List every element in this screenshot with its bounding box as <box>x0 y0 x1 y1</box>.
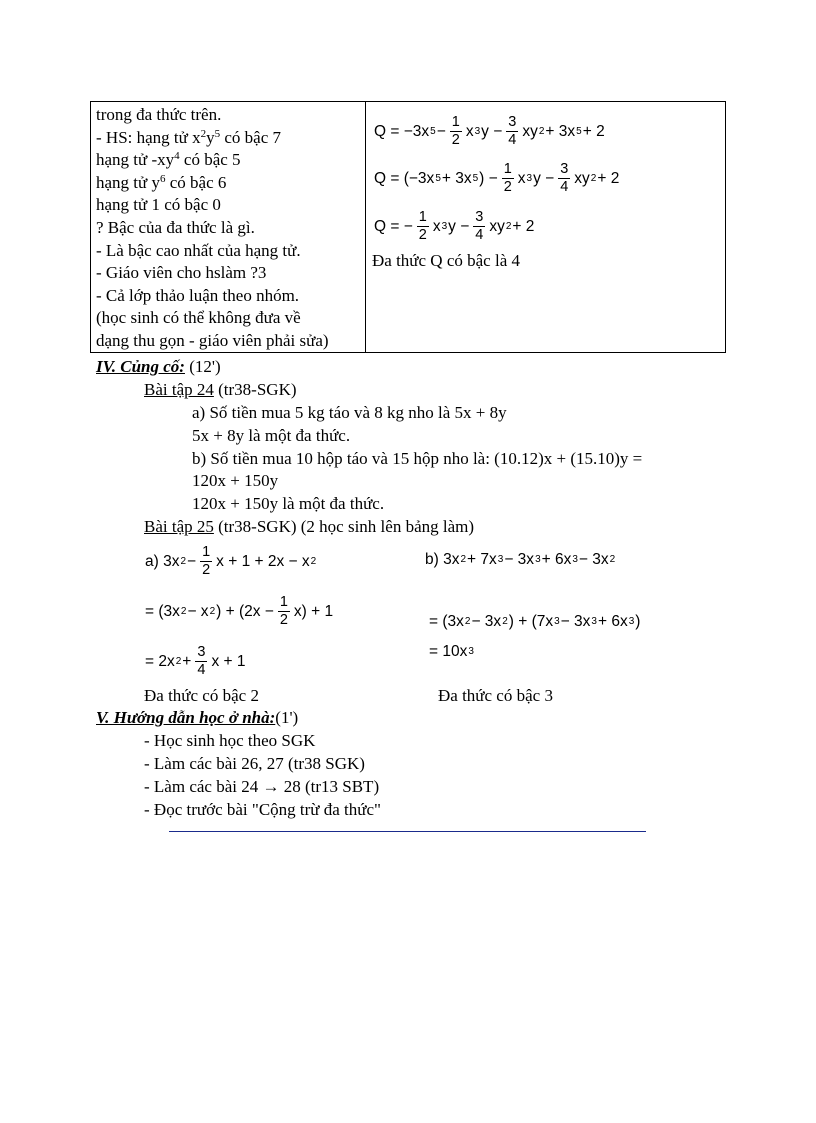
math-text: + 6x <box>597 613 628 630</box>
fraction-denominator: 4 <box>508 132 517 148</box>
activity-line <box>96 240 329 263</box>
activity-line <box>96 217 329 240</box>
math-text: ) <box>635 613 641 630</box>
math-text: ) + (2x − <box>216 602 274 620</box>
fraction <box>200 545 212 578</box>
math-text: xy <box>522 122 538 140</box>
fraction <box>417 210 429 243</box>
math-text: + 2 <box>512 217 535 235</box>
fraction-denominator: 4 <box>560 179 569 195</box>
fraction-denominator: 2 <box>202 562 211 578</box>
activity-line <box>96 194 329 217</box>
exponent: 2 <box>200 127 207 140</box>
math-text: − <box>436 122 446 140</box>
activity-text: - Cả lớp thảo luận theo nhóm. <box>96 285 300 305</box>
math-text: y − <box>533 169 555 187</box>
math-text: − 3x <box>578 551 609 568</box>
section-v-heading: V. Hướng dẫn học ở nhà: <box>96 708 276 727</box>
activity-text: - HS: hạng tử x <box>96 127 201 147</box>
exercise-25b-step-2: = (3x 2 − 3x 2 ) + (7x 3 − 3x 3 + 6x 3 ) <box>429 613 641 630</box>
math-text: − 3x <box>560 613 591 630</box>
math-text: − 3x <box>504 551 535 568</box>
math-text: − <box>187 552 197 570</box>
fraction-denominator: 4 <box>197 662 206 678</box>
exercise-25a-step-1: a) 3x 2 − $\frac{1}{2}$ x + 1 + 2x − x 2 <box>145 544 317 578</box>
math-text: = 10x <box>429 643 468 660</box>
activity-line <box>96 127 329 150</box>
math-text: = (3x <box>145 602 180 620</box>
math-text: x + 1 + 2x − x <box>216 552 310 570</box>
math-text: x <box>517 169 526 187</box>
section-iv-heading: IV. Củng cố: <box>96 357 185 376</box>
math-text: y − <box>481 122 503 140</box>
fraction <box>502 162 514 195</box>
exercise-24-line-3: b) Số tiền mua 10 hộp táo và 15 hộp nho là: (10.12)x + (15.10)y = <box>192 449 643 468</box>
fraction-denominator: 2 <box>451 132 460 148</box>
fraction-numerator: 1 <box>202 544 211 560</box>
activity-text: có bậc 7 <box>220 127 281 147</box>
fraction-numerator: 3 <box>197 644 206 660</box>
fraction-denominator: 2 <box>503 179 512 195</box>
exercise-25b-step-1: b) 3x 2 + 7x 3 − 3x 3 + 6x 3 − 3x 2 <box>425 551 616 568</box>
fraction-numerator: 1 <box>279 594 288 610</box>
math-text: xy <box>489 217 505 235</box>
fraction-numerator: 3 <box>560 161 569 177</box>
math-text: x) + 1 <box>293 602 334 620</box>
activity-text: có bậc 5 <box>179 150 241 170</box>
math-text: a) 3x <box>145 552 180 570</box>
activity-text: trong đa thức trên. <box>96 105 222 124</box>
math-text: − 3x <box>471 613 502 630</box>
fraction-numerator: 3 <box>475 209 484 225</box>
fraction-numerator: 1 <box>451 114 460 130</box>
math-text: x <box>432 217 441 235</box>
math-text: = (3x <box>429 613 464 630</box>
activity-line <box>96 285 329 308</box>
exponent: 5 <box>214 127 221 140</box>
math-text: x <box>465 122 474 140</box>
math-text: + 6x <box>541 551 572 568</box>
activity-text: hạng tử 1 có bậc 0 <box>96 195 221 215</box>
math-text: + <box>182 652 192 670</box>
exercise-24-ref: (tr38-SGK) <box>213 380 297 399</box>
math-text: Q = − <box>374 217 413 235</box>
exercise-25b-degree: Đa thức có bậc 3 <box>438 686 553 705</box>
fraction-denominator: 4 <box>475 227 484 243</box>
equation-q-grouped: Q = (−3x 5 + 3x 5 ) − $\frac{1}{2}$ x 3 y − $\frac{3}{4}$ xy 2 + 2 <box>374 161 620 195</box>
math-text: + 2 <box>582 122 605 140</box>
math-text: y − <box>448 217 470 235</box>
fraction <box>278 595 290 628</box>
exercise-24-title <box>144 380 297 400</box>
activity-text: (học sinh có thể không đưa về <box>96 308 301 328</box>
activity-text: - Là bậc cao nhất của hạng tử. <box>96 240 301 260</box>
equation-q-reduced: Q = − $\frac{1}{2}$ x 3 y − $\frac{3}{4}$ xy 2 + 2 <box>374 209 535 243</box>
fraction-denominator: 2 <box>279 612 288 628</box>
math-text: + 2 <box>597 169 620 187</box>
activity-text: - Giáo viên cho hslàm ?3 <box>96 263 267 283</box>
q-degree-conclusion: Đa thức Q có bậc là 4 <box>372 251 520 270</box>
homework-item-2: - Làm các bài 26, 27 (tr38 SGK) <box>144 754 365 773</box>
activity-text: dạng thu gọn - giáo viên phải sửa) <box>96 330 329 350</box>
exponent: 6 <box>159 172 166 185</box>
activity-line <box>96 172 329 195</box>
homework-item-4: - Đọc trước bài "Cộng trừ đa thức" <box>144 800 381 819</box>
activity-line <box>96 330 329 353</box>
activity-line <box>96 307 329 330</box>
exercise-24-line-4: 120x + 150y <box>192 471 279 490</box>
math-text: + 3x <box>545 122 576 140</box>
fraction-numerator: 3 <box>508 114 517 130</box>
math-text: ) + (7x <box>508 613 554 630</box>
exercise-24-label: Bài tập 24 <box>144 380 214 399</box>
math-text: xy <box>574 169 590 187</box>
math-text: + 7x <box>467 551 497 568</box>
fraction <box>450 115 462 148</box>
teacher-student-activity-column <box>96 104 329 353</box>
table-column-divider <box>365 102 366 352</box>
exercise-24-line-5: 120x + 150y là một đa thức. <box>192 494 385 513</box>
math-text: b) 3x <box>425 551 460 568</box>
math-text: x + 1 <box>211 652 246 670</box>
activity-line <box>96 104 329 127</box>
math-text: = 2x <box>145 652 175 670</box>
math-text: Q = −3x <box>374 122 430 140</box>
math-text: Q = (−3x <box>374 169 435 187</box>
exercise-25-ref: (tr38-SGK) (2 học sinh lên bảng làm) <box>213 517 475 536</box>
activity-text: y <box>206 127 215 147</box>
homework-item-1: - Học sinh học theo SGK <box>144 731 316 750</box>
activity-line <box>96 149 329 172</box>
section-v-title <box>96 708 298 728</box>
section-v-time: (1') <box>275 708 299 727</box>
activity-text: hạng tử -xy <box>96 150 175 170</box>
math-text: + 3x <box>441 169 472 187</box>
fraction <box>506 115 518 148</box>
homework-item-3: - Làm các bài 24 → 28 (tr13 SBT) <box>144 777 380 796</box>
fraction-numerator: 1 <box>503 161 512 177</box>
end-rule <box>169 831 646 832</box>
exercise-25b-step-3: = 10x 3 <box>429 643 474 660</box>
exercise-25a-step-3: = 2x 2 + $\frac{3}{4}$ x + 1 <box>145 644 246 678</box>
exercise-25-label: Bài tập 25 <box>144 517 214 536</box>
activity-text: có bậc 6 <box>165 172 227 192</box>
exercise-24-line-1: a) Số tiền mua 5 kg táo và 8 kg nho là 5x + 8y <box>192 403 507 422</box>
exercise-25-title <box>144 517 474 537</box>
math-text: − x <box>187 602 209 620</box>
activity-line <box>96 262 329 285</box>
activity-text: ? Bậc của đa thức là gì. <box>96 217 255 237</box>
math-text: ) − <box>479 169 498 187</box>
exercise-24-line-2: 5x + 8y là một đa thức. <box>192 426 351 445</box>
section-iv-time: (12') <box>184 357 221 376</box>
equation-q-original: Q = −3x 5 − $\frac{1}{2}$ x 3 y − $\frac{3}{4}$ xy 2 + 3x 5 + 2 <box>374 114 605 148</box>
section-iv-title <box>96 357 221 377</box>
fraction <box>558 162 570 195</box>
fraction <box>473 210 485 243</box>
fraction <box>195 645 207 678</box>
fraction-numerator: 1 <box>418 209 427 225</box>
exercise-25a-step-2: = (3x 2 − x 2 ) + (2x − $\frac{1}{2}$ x) + 1 <box>145 594 334 628</box>
activity-text: hạng tử y <box>96 172 160 192</box>
fraction-denominator: 2 <box>418 227 427 243</box>
exponent: 4 <box>174 150 180 163</box>
exercise-25a-degree: Đa thức có bậc 2 <box>144 686 259 705</box>
